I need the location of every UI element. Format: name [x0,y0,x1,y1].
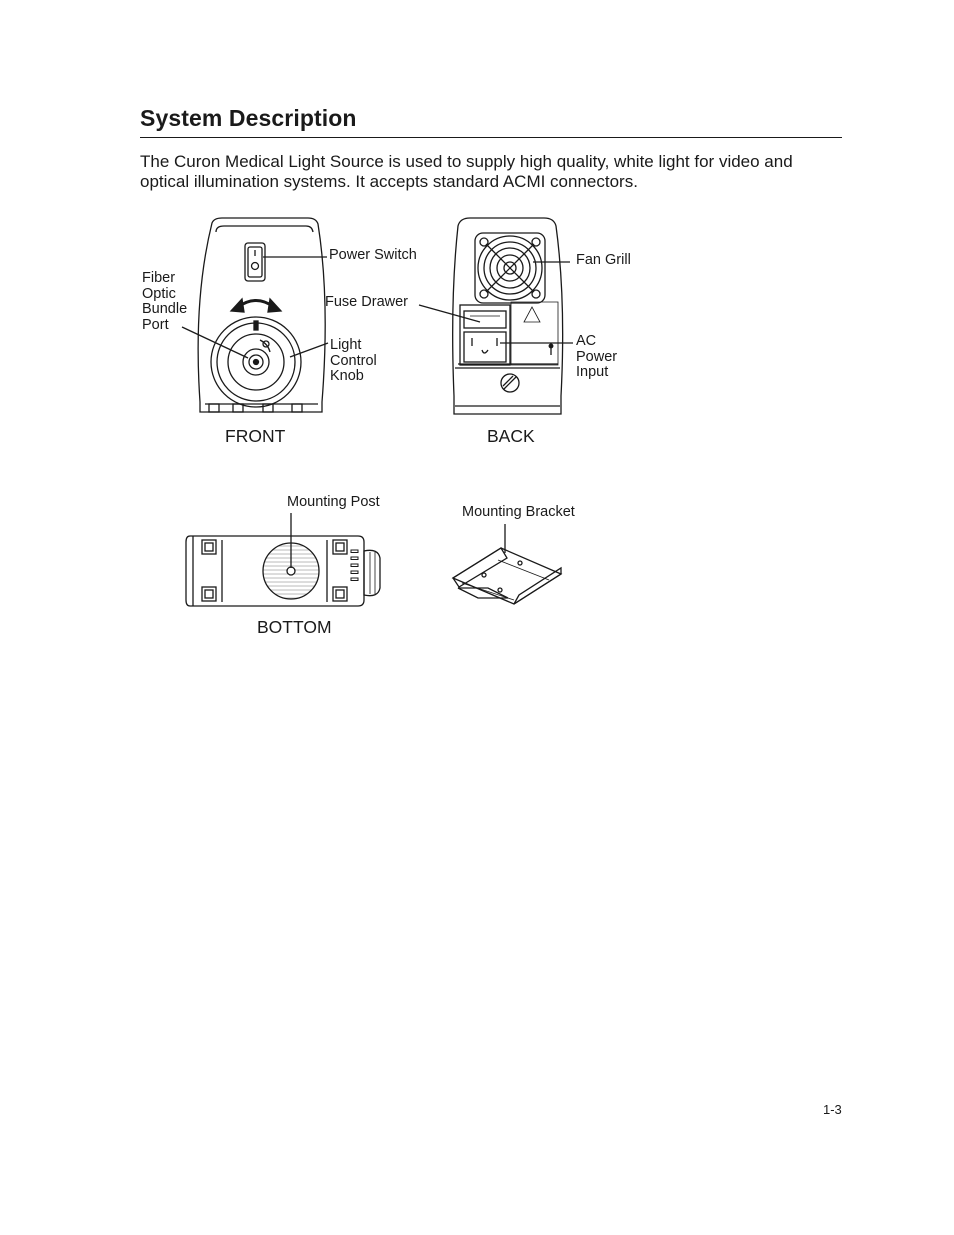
page-title: System Description [140,105,357,131]
mounting-bracket-drawing [453,524,561,604]
label-fan-grill: Fan Grill [576,252,631,268]
label-fiber-optic-bundle-port: Fiber Optic Bundle Port [142,270,188,333]
label-fuse-drawer: Fuse Drawer [325,294,408,310]
label-mounting-post: Mounting Post [287,494,380,510]
mounting-post-hole [287,567,295,575]
power-entry-module [460,305,510,365]
label-power-switch: Power Switch [329,247,417,263]
caption-bottom: BOTTOM [257,617,332,637]
page-number: 1-3 [823,1102,842,1117]
caption-back: BACK [487,426,535,446]
front-view-drawing [182,218,328,412]
back-view-drawing [419,218,573,414]
intro-paragraph: The Curon Medical Light Source is used to supply high quality, white light for video and optical illumination systems. It accepts standard ACMI connectors. [140,152,793,191]
label-ac-power-input: AC Power Input [576,333,618,381]
label-light-control-knob: Light Control Knob [330,337,377,385]
caption-front: FRONT [225,426,286,446]
label-mounting-bracket: Mounting Bracket [462,504,575,520]
bottom-view-drawing [186,513,380,606]
